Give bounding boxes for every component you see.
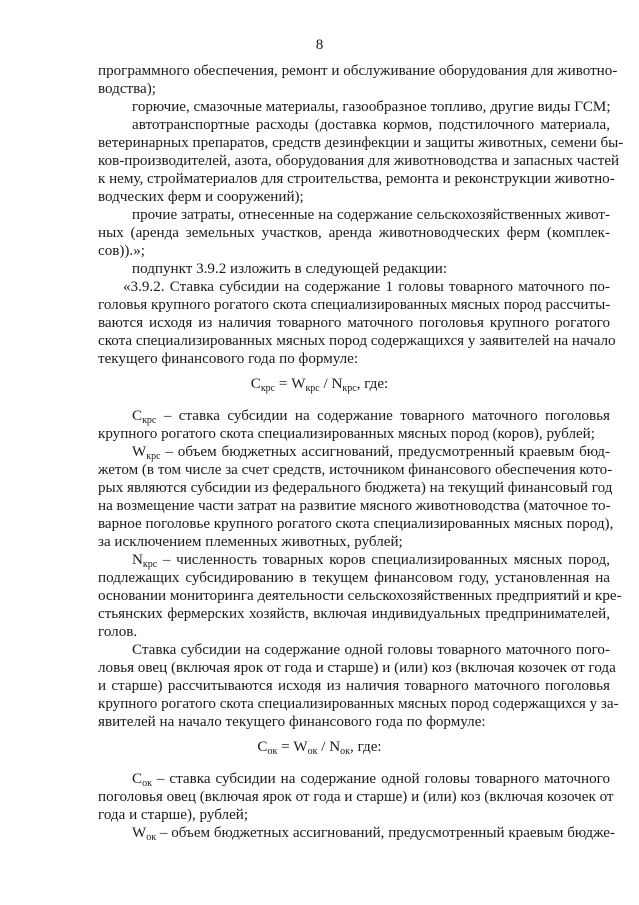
definition-c-krs: $С_{крс}$ – ставка субсидии на содержание товарного маточного поголовья: [132, 408, 610, 426]
paragraph-sheep-goats: Ставка субсидии на содержание одной головы товарного маточного пого-: [132, 642, 610, 658]
definition-c-krs-cont: крупного рогатого скота специализированных мясных пород (коров), рублей;: [98, 426, 595, 442]
definition-n-krs-line: голов.: [98, 624, 138, 640]
definition-n-krs-line: основании мониторинга деятельности сельскохозяйственных предприятий и кре-: [98, 588, 622, 604]
definition-w-krs-line: рых являются субсидии из федерального бюджета) на текущий финансовый год: [98, 480, 613, 496]
definition-n-krs: $N_{крс}$ – численность товарных коров специализированных мясных пород,: [132, 552, 610, 570]
definition-w-krs: $W_{крс}$ – объем бюджетных ассигнований, предусмотренный краевым бюд-: [132, 444, 610, 462]
definition-n-krs-line: подлежащих субсидированию в текущем финансовом году, установленная на: [98, 570, 610, 586]
paragraph-sheep-goats-line: явителей на начало текущего финансового года по формуле:: [98, 714, 486, 730]
definition-w-krs-line: на возмещение части затрат на развитие мясного животноводства (маточное то-: [98, 498, 611, 514]
text-line: водческих ферм и сооружений);: [98, 189, 304, 205]
formula-ok: $С_{ок} = W_{ок} / N_{ок}$, где:: [257, 739, 382, 757]
text-line: горючие, смазочные материалы, газообразное топливо, другие виды ГСМ;: [132, 99, 611, 115]
paragraph-sheep-goats-line: крупного рогатого скота специализированных мясных пород содержащихся у за-: [98, 696, 619, 712]
text-line: прочие затраты, отнесенные на содержание сельскохозяйственных живот-: [132, 207, 610, 223]
text-line: ветеринарных препаратов, средств дезинфекции и защиты животных, семени бы-: [98, 135, 624, 151]
text-line: программного обеспечения, ремонт и обслуживание оборудования для животно-: [98, 63, 618, 79]
definition-n-krs-line: стьянских фермерских хозяйств, включая индивидуальных предпринимателей,: [98, 606, 610, 622]
text-line: скота специализированных мясных пород содержащихся у заявителей на начало: [98, 333, 616, 349]
definition-w-krs-line: варное поголовье крупного рогатого скота специализированных мясных пород),: [98, 516, 614, 532]
text-line: ваются исходя из наличия товарного маточного поголовья крупного рогатого: [98, 315, 610, 331]
definition-c-ok-line: поголовья овец (включая ярок от года и старше) и (или) коз (включая козочек от: [98, 789, 614, 805]
text-line: автотранспортные расходы (доставка кормов, подстилочного материала,: [132, 117, 610, 133]
definition-w-krs-line: за исключением племенных животных, рублей;: [98, 534, 403, 550]
definition-c-ok-line: года и старше), рублей;: [98, 807, 249, 823]
paragraph-sheep-goats-line: и старше) рассчитываются исходя из наличия товарного маточного поголовья: [98, 678, 610, 694]
definition-w-krs-line: жетом (в том числе за счет средств, источником финансового обеспечения кото-: [98, 462, 613, 478]
text-line: ных (аренда земельных участков, аренда животноводческих ферм (комплек-: [98, 225, 610, 241]
text-line: ков-производителей, азота, оборудования для животноводства и запасных частей: [98, 153, 620, 169]
text-line: головья крупного рогатого скота специализированных мясных пород рассчиты-: [98, 297, 611, 313]
text-line: к нему, стройматериалов для строительства, ремонта и реконструкции животно-: [98, 171, 615, 187]
text-line: водства);: [98, 81, 156, 97]
text-line: сов)).»;: [98, 243, 145, 259]
text-line: подпункт 3.9.2 изложить в следующей редакции:: [132, 261, 448, 277]
text-line: «3.9.2. Ставка субсидии на содержание 1 головы товарного маточного по-: [123, 279, 610, 295]
page-number: 8: [315, 37, 324, 53]
formula-crs: $С_{крс} = W_{крс} / N_{крс}$, где:: [250, 376, 389, 394]
paragraph-sheep-goats-line: ловья овец (включая ярок от года и старше) и (или) коз (включая козочек от года: [98, 660, 616, 676]
definition-w-ok: $W_{ок}$ – объем бюджетных ассигнований, предусмотренный краевым бюдже-: [132, 825, 616, 843]
definition-c-ok: $С_{ок}$ – ставка субсидии на содержание одной головы товарного маточного: [132, 771, 610, 789]
text-line: текущего финансового года по формуле:: [98, 351, 359, 367]
